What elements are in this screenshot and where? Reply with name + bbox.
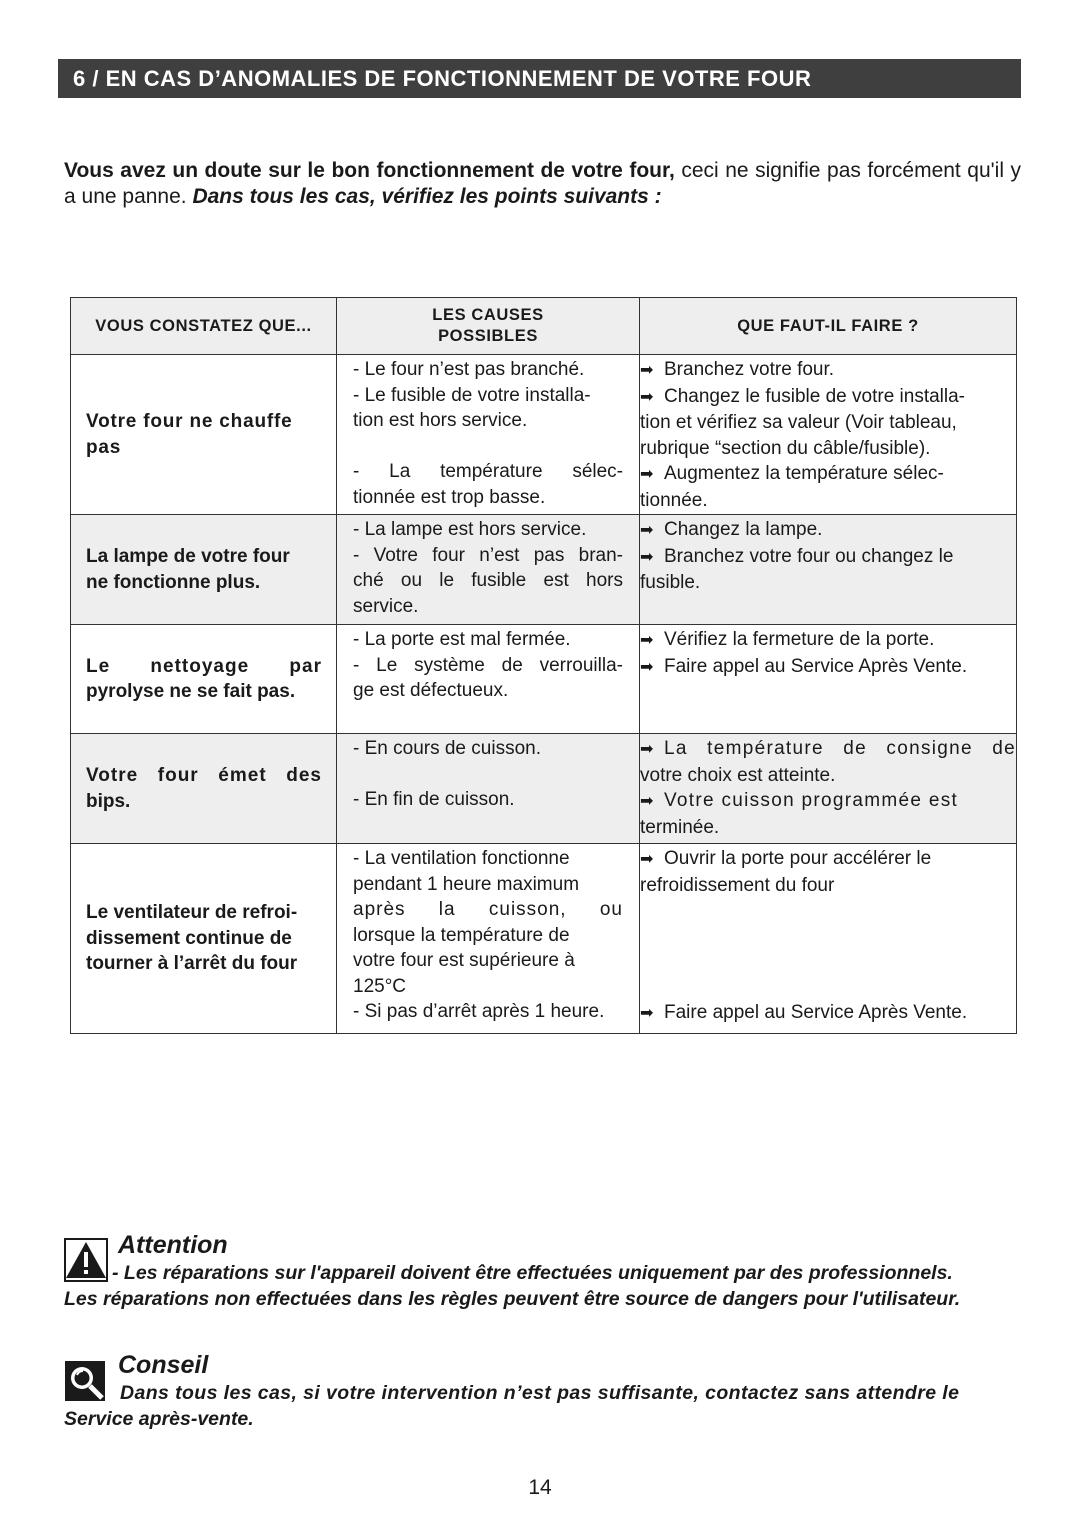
symptom-line: tourner à l’arrêt du four	[86, 953, 298, 975]
action-text: Changez le fusible de votre installa-	[664, 385, 966, 407]
attention-line-1: - Les réparations sur l'appareil doivent être effectuées uniquement par des professionnels.	[112, 1262, 953, 1284]
cause-spacer	[353, 762, 623, 788]
action-line	[640, 654, 1016, 681]
action-line	[640, 788, 1016, 815]
arrow-right-icon: ➡	[640, 851, 654, 868]
cause-line: tion est hors service.	[353, 410, 528, 431]
symptom-line: pas	[86, 436, 122, 458]
header-symptom: VOUS CONSTATEZ QUE...	[71, 298, 337, 355]
cause-line: - En cours de cuisson.	[353, 738, 541, 759]
conseil-title: Conseil	[118, 1351, 209, 1379]
action-line: votre choix est atteinte.	[640, 764, 836, 786]
table-row	[71, 625, 1017, 734]
action-text: Votre cuisson programmée est	[664, 790, 959, 811]
action-line: rubrique “section du câble/fusible).	[640, 437, 931, 459]
cause-line: votre four est supérieure à	[353, 950, 575, 971]
action-text: Ouvrir la porte pour accélérer le	[664, 848, 932, 869]
symptom-line: ne fonctionne plus.	[86, 571, 261, 593]
action-text: Augmentez la température sélec-	[664, 463, 944, 484]
action-line	[640, 846, 1016, 873]
arrow-right-icon: ➡	[640, 548, 654, 566]
cause-line: après la cuisson, ou	[353, 899, 623, 920]
page-number: 14	[528, 1476, 552, 1499]
symptom-line: dissement continue de	[86, 927, 292, 949]
action-line	[640, 357, 1016, 384]
table-row	[71, 734, 1017, 844]
table-row	[71, 355, 1017, 515]
cause-line: - Le four n’est pas branché.	[353, 359, 585, 380]
symptom-line: Le nettoyage par	[86, 655, 322, 677]
symptom-cell	[71, 734, 337, 844]
header-actions: QUE FAUT-IL FAIRE ?	[640, 298, 1017, 355]
symptom-cell	[71, 844, 337, 1034]
table-row	[71, 515, 1017, 625]
conseil-line-1: Dans tous les cas, si votre intervention n’est pas suffisante, contactez sans attendre le	[120, 1382, 960, 1404]
arrow-right-icon: ➡	[640, 658, 654, 676]
cause-line: - Si pas d’arrêt après 1 heure.	[353, 1001, 605, 1022]
cause-line: - En fin de cuisson.	[353, 789, 515, 810]
arrow-right-icon: ➡	[640, 522, 654, 539]
symptom-line: pyrolyse ne se fait pas.	[86, 681, 296, 702]
cause-line: - Votre four n’est pas bran-	[353, 544, 623, 566]
actions-cell	[640, 515, 1017, 625]
cause-line: 125°C	[353, 975, 407, 997]
header-causes: LES CAUSES POSSIBLES	[337, 298, 640, 355]
causes-cell	[337, 515, 640, 625]
attention-line-2: Les réparations non effectuées dans les règles peuvent être source de dangers pour l'utilisateur.	[64, 1288, 961, 1310]
table-row	[71, 844, 1017, 1034]
action-text: Branchez votre four ou changez le	[664, 545, 954, 567]
arrow-right-icon: ➡	[640, 362, 654, 379]
arrow-right-icon: ➡	[640, 1005, 654, 1022]
actions-cell	[640, 355, 1017, 515]
symptom-cell	[71, 355, 337, 515]
attention-notice	[64, 1232, 1026, 1312]
action-line: fusible.	[640, 572, 701, 593]
action-text: Branchez votre four.	[664, 359, 835, 380]
intro-emphasis: Dans tous les cas, vérifiez les points suivants :	[186, 185, 662, 208]
cause-spacer	[353, 434, 623, 460]
action-line	[640, 736, 1016, 763]
cause-line: - La ventilation fonctionne	[353, 848, 570, 869]
action-line	[640, 627, 1016, 654]
magnifier-icon	[64, 1360, 106, 1402]
causes-cell	[337, 355, 640, 515]
symptom-line: bips.	[86, 790, 131, 812]
symptom-line: Le ventilateur de refroi-	[86, 902, 298, 924]
action-text: Faire appel au Service Après Vente.	[664, 655, 968, 677]
troubleshooting-table	[70, 297, 1017, 1034]
arrow-right-icon: ➡	[640, 466, 654, 483]
symptom-cell	[71, 515, 337, 625]
actions-cell	[640, 734, 1017, 844]
action-text: Faire appel au Service Après Vente.	[664, 1002, 968, 1023]
intro-plain: ceci ne signifie pas forcément qu'il y a une panne.	[64, 159, 1022, 208]
actions-cell	[640, 625, 1017, 734]
symptom-line: Votre four émet des	[86, 765, 322, 786]
action-line	[640, 517, 1016, 544]
causes-cell	[337, 844, 640, 1034]
action-line: terminée.	[640, 816, 720, 838]
arrow-right-icon: ➡	[640, 793, 654, 810]
action-text: Vérifiez la fermeture de la porte.	[664, 629, 935, 650]
cause-line: - La porte est mal fermée.	[353, 629, 571, 650]
action-line: refroidissement du four	[640, 874, 835, 896]
action-text: Changez la lampe.	[664, 519, 823, 540]
cause-line: lorsque la température de	[353, 924, 570, 946]
arrow-right-icon: ➡	[640, 741, 654, 758]
action-line: tionnée.	[640, 489, 708, 511]
section-title: 6 / EN CAS D’ANOMALIES DE FONCTIONNEMENT DE VOTRE FOUR	[58, 59, 1021, 98]
causes-cell	[337, 625, 640, 734]
cause-line: service.	[353, 595, 419, 617]
action-line	[640, 461, 1016, 488]
conseil-line-2: Service après-vente.	[64, 1408, 254, 1430]
cause-line: ché ou le fusible est hors	[353, 570, 623, 591]
causes-cell	[337, 734, 640, 844]
cause-line: ge est défectueux.	[353, 680, 509, 701]
action-spacer	[640, 898, 1016, 1000]
action-text: La température de consigne de	[664, 738, 1016, 759]
action-line: tion et vérifiez sa valeur (Voir tableau,	[640, 412, 957, 433]
attention-title: Attention	[118, 1231, 228, 1259]
cause-line: - Le fusible de votre installa-	[353, 384, 591, 406]
arrow-right-icon: ➡	[640, 388, 654, 406]
cause-line: - Le système de verrouilla-	[353, 654, 623, 676]
cause-line: - La lampe est hors service.	[353, 519, 587, 540]
symptom-cell	[71, 625, 337, 734]
cause-line: - La température sélec-	[353, 461, 623, 482]
actions-cell	[640, 844, 1017, 1034]
table-header-row	[71, 298, 1017, 355]
warning-triangle-icon	[64, 1238, 108, 1282]
arrow-right-icon: ➡	[640, 632, 654, 649]
intro-bold-lead: Vous avez un doute sur le bon fonctionnement de votre four,	[64, 159, 675, 182]
cause-line: pendant 1 heure maximum	[353, 873, 580, 895]
symptom-line: La lampe de votre four	[86, 546, 290, 567]
intro-paragraph	[64, 158, 1021, 210]
action-line	[640, 1000, 1016, 1027]
symptom-line: Votre four ne chauffe	[86, 411, 293, 432]
conseil-notice	[64, 1352, 1026, 1432]
cause-line: tionnée est trop basse.	[353, 486, 546, 508]
action-line	[640, 384, 1016, 411]
action-line	[640, 544, 1016, 571]
